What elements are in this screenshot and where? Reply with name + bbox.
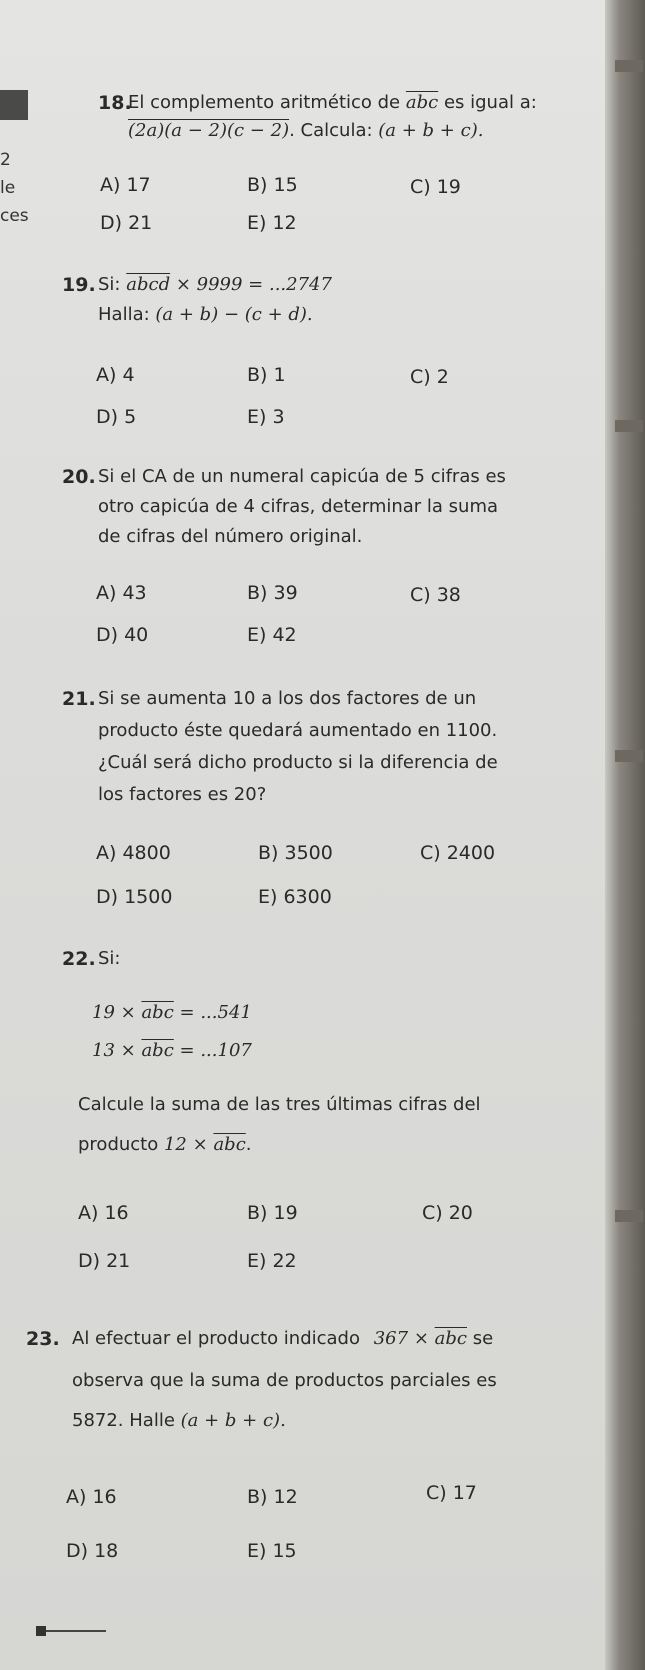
- option-a[interactable]: A) 4: [96, 364, 135, 386]
- question-number: 23.: [26, 1328, 60, 1350]
- left-page-shadow: [0, 90, 28, 120]
- text: Al efectuar el producto indicado: [72, 1328, 360, 1349]
- option-d[interactable]: D) 21: [100, 212, 153, 234]
- question-text: [98, 304, 313, 325]
- math-expression: (a + b + c).: [180, 1410, 286, 1431]
- question-text: [128, 120, 483, 141]
- option-d[interactable]: D) 5: [96, 406, 137, 428]
- question-number: 20.: [62, 466, 96, 488]
- question-number: 18.: [98, 92, 132, 114]
- option-b[interactable]: B) 19: [247, 1202, 298, 1224]
- text: es igual a:: [443, 92, 537, 113]
- left-fragment: ces: [0, 206, 29, 226]
- question-text: los factores es 20?: [98, 784, 267, 805]
- text: 5872. Halle: [72, 1410, 175, 1431]
- text: se: [472, 1328, 494, 1349]
- left-fragment: 2: [0, 150, 11, 170]
- edge-stripe: [615, 420, 643, 432]
- option-b[interactable]: B) 1: [247, 364, 286, 386]
- text: Si:: [98, 274, 121, 295]
- math-overline: $\overline{abc}$: [141, 1040, 174, 1061]
- question-text: [72, 1328, 493, 1349]
- option-e[interactable]: E) 22: [247, 1250, 297, 1272]
- math-expression: (a + b) − (c + d).: [155, 304, 313, 325]
- background-edge: [605, 0, 645, 1670]
- option-c[interactable]: C) 38: [410, 584, 461, 606]
- option-b[interactable]: B) 12: [247, 1486, 298, 1508]
- question-text: Si:: [98, 948, 121, 969]
- math-expression: = ...107: [179, 1040, 252, 1061]
- question-text: [72, 1410, 286, 1431]
- question-text: de cifras del número original.: [98, 526, 363, 547]
- question-text: otro capicúa de 4 cifras, determinar la suma: [98, 496, 499, 517]
- page-mark: [36, 1630, 106, 1632]
- equation: [92, 1040, 252, 1061]
- option-b[interactable]: B) 39: [247, 582, 298, 604]
- question-text: [78, 1134, 252, 1155]
- question-number: 21.: [62, 688, 96, 710]
- question-text: producto éste quedará aumentado en 1100.: [98, 720, 498, 741]
- option-c[interactable]: C) 2400: [420, 842, 496, 864]
- text: Halla:: [98, 304, 150, 325]
- option-a[interactable]: A) 16: [66, 1486, 117, 1508]
- option-c[interactable]: C) 2: [410, 366, 449, 388]
- math-overline: $\overline{abc}$: [434, 1328, 467, 1349]
- option-e[interactable]: E) 42: [247, 624, 297, 646]
- edge-stripe: [615, 60, 643, 72]
- math-expression: (a + b + c).: [378, 120, 484, 141]
- math-overline: abcd: [126, 274, 171, 295]
- option-c[interactable]: C) 17: [426, 1482, 477, 1504]
- question-text: [98, 274, 332, 295]
- option-b[interactable]: B) 3500: [258, 842, 333, 864]
- option-e[interactable]: E) 6300: [258, 886, 332, 908]
- option-a[interactable]: A) 4800: [96, 842, 171, 864]
- math-expression: 19 ×: [92, 1002, 136, 1023]
- math-expression: 367 ×: [373, 1328, 429, 1349]
- option-a[interactable]: A) 16: [78, 1202, 129, 1224]
- edge-stripe: [615, 1210, 643, 1222]
- option-d[interactable]: D) 40: [96, 624, 149, 646]
- question-number: 19.: [62, 274, 96, 296]
- option-a[interactable]: A) 43: [96, 582, 147, 604]
- equation: [92, 1002, 252, 1023]
- option-d[interactable]: D) 21: [78, 1250, 131, 1272]
- option-e[interactable]: E) 15: [247, 1540, 297, 1562]
- option-e[interactable]: E) 3: [247, 406, 285, 428]
- question-text: Si el CA de un numeral capicúa de 5 cifras es: [98, 466, 506, 487]
- option-e[interactable]: E) 12: [247, 212, 297, 234]
- math-expression: × 9999 = ...2747: [175, 274, 332, 295]
- option-c[interactable]: C) 19: [410, 176, 461, 198]
- option-a[interactable]: A) 17: [100, 174, 151, 196]
- option-d[interactable]: D) 1500: [96, 886, 173, 908]
- math-overline: $\overline{abc}$: [213, 1134, 246, 1155]
- question-number: 22.: [62, 948, 96, 970]
- option-d[interactable]: D) 18: [66, 1540, 119, 1562]
- text: producto: [78, 1134, 159, 1155]
- math-overline: $\overline{abc}$: [405, 92, 439, 113]
- question-text: ¿Cuál será dicho producto si la diferencia de: [98, 752, 498, 773]
- text: El complemento aritmético de: [128, 92, 401, 113]
- edge-stripe: [615, 750, 643, 762]
- text: . Calcula:: [289, 120, 373, 141]
- question-text: [128, 92, 537, 113]
- question-text: Calcule la suma de las tres últimas cifras del: [78, 1094, 481, 1115]
- question-text: observa que la suma de productos parciales es: [72, 1370, 497, 1391]
- math-expression: 13 ×: [92, 1040, 136, 1061]
- math-expression: = ...541: [179, 1002, 252, 1023]
- question-text: Si se aumenta 10 a los dos factores de un: [98, 688, 477, 709]
- option-c[interactable]: C) 20: [422, 1202, 473, 1224]
- math-overline: $\overline{abc}$: [141, 1002, 174, 1023]
- option-b[interactable]: B) 15: [247, 174, 298, 196]
- left-fragment: le: [0, 178, 16, 198]
- math-expression: 12 ×: [163, 1134, 208, 1155]
- math-overline: (2a)(a − 2)(c − 2): [128, 120, 290, 141]
- text: .: [245, 1134, 252, 1155]
